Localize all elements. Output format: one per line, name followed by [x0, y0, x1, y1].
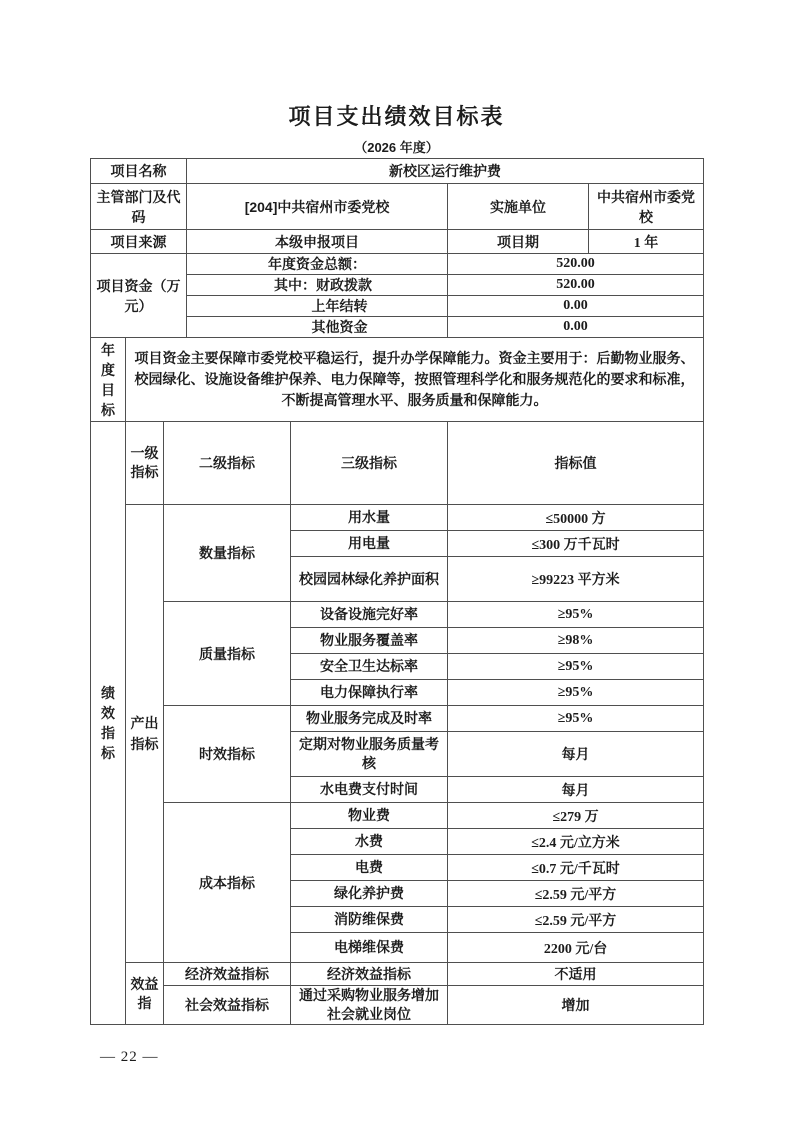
source-value: 本级申报项目 — [187, 230, 448, 254]
indicator-value-cell: 不适用 — [448, 963, 704, 986]
indicator-value-cell: ≤300 万千瓦时 — [448, 531, 704, 557]
table-row — [91, 422, 704, 505]
output-indicators-label: 产出指标 — [126, 505, 164, 963]
indicator-value-cell: ≥99223 平方米 — [448, 557, 704, 602]
fund-row-label: 年度资金总额： — [187, 254, 448, 275]
indicator-value-cell: ≥95% — [448, 680, 704, 706]
fund-row-value: 520.00 — [448, 254, 704, 275]
indicator-name-cell: 定期对物业服务质量考核 — [291, 732, 448, 777]
indicator-value-cell: ≥95% — [448, 654, 704, 680]
indicator-name-cell: 物业服务完成及时率 — [291, 706, 448, 732]
table-row — [91, 338, 704, 422]
indicator-name-cell: 用水量 — [291, 505, 448, 531]
indicator-value-cell: 增加 — [448, 986, 704, 1025]
indicator-value-cell: ≤2.4 元/立方米 — [448, 829, 704, 855]
indicator-name-cell: 经济效益指标 — [291, 963, 448, 986]
indicator-row — [91, 602, 704, 628]
indicator-value-cell: ≤279 万 — [448, 803, 704, 829]
timeliness-indicators-label: 时效指标 — [164, 706, 291, 803]
indicator-name-cell: 校园园林绿化养护面积 — [291, 557, 448, 602]
quantity-indicators-label: 数量指标 — [164, 505, 291, 602]
table-row — [91, 184, 704, 230]
project-name-value: 新校区运行维护费 — [187, 159, 704, 184]
indicator-name-cell: 绿化养护费 — [291, 881, 448, 907]
indicator-value-cell: ≤2.59 元/平方 — [448, 881, 704, 907]
indicator-value-cell: ≤0.7 元/千瓦时 — [448, 855, 704, 881]
indicator-name-cell: 电梯维保费 — [291, 933, 448, 963]
indicator-row — [91, 706, 704, 732]
economic-benefit-label: 经济效益指标 — [164, 963, 291, 986]
benefit-indicators-label: 效益指 — [126, 963, 164, 1025]
impl-unit-value: 中共宿州市委党校 — [589, 184, 704, 230]
indicator-row — [91, 803, 704, 829]
indicator-value-cell: ≥95% — [448, 706, 704, 732]
indicator-value-cell: 每月 — [448, 732, 704, 777]
value-header: 指标值 — [448, 422, 704, 505]
impl-unit-label: 实施单位 — [448, 184, 589, 230]
dept-label: 主管部门及代码 — [91, 184, 187, 230]
fund-row-label: 其他资金 — [187, 317, 448, 338]
indicator-row — [91, 505, 704, 531]
indicator-name-cell: 电力保障执行率 — [291, 680, 448, 706]
indicator-name-cell: 水费 — [291, 829, 448, 855]
indicator-row — [91, 963, 704, 986]
dept-value: [204]中共宿州市委党校 — [187, 184, 448, 230]
indicator-row — [91, 986, 704, 1025]
fund-row-label: 上年结转 — [187, 296, 448, 317]
page-number: — 22 — — [100, 1049, 159, 1065]
period-value: 1 年 — [589, 230, 704, 254]
document-subtitle: （2026 年度） — [354, 140, 439, 155]
source-label: 项目来源 — [91, 230, 187, 254]
period-label: 项目期 — [448, 230, 589, 254]
cost-indicators-label: 成本指标 — [164, 803, 291, 963]
indicator-value-cell: ≥98% — [448, 628, 704, 654]
indicator-name-cell: 设备设施完好率 — [291, 602, 448, 628]
social-benefit-label: 社会效益指标 — [164, 986, 291, 1025]
quality-indicators-label: 质量指标 — [164, 602, 291, 706]
project-name-label: 项目名称 — [91, 159, 187, 184]
indicator-name-cell: 物业费 — [291, 803, 448, 829]
indicator-name-cell: 通过采购物业服务增加社会就业岗位 — [291, 986, 448, 1025]
annual-goal-label: 年度目标 — [91, 338, 126, 422]
level1-header: 一级指标 — [126, 422, 164, 505]
fund-row-value: 0.00 — [448, 296, 704, 317]
indicator-value-cell: ≤2.59 元/平方 — [448, 907, 704, 933]
table-row — [91, 254, 704, 275]
table-row — [91, 159, 704, 184]
fund-row-label: 其中：财政拨款 — [187, 275, 448, 296]
document-title: 项目支出绩效目标表 — [288, 104, 505, 129]
indicator-name-cell: 物业服务覆盖率 — [291, 628, 448, 654]
indicator-name-cell: 消防维保费 — [291, 907, 448, 933]
indicator-value-cell: 每月 — [448, 777, 704, 803]
table-row — [91, 230, 704, 254]
indicator-name-cell: 电费 — [291, 855, 448, 881]
level2-header: 二级指标 — [164, 422, 291, 505]
indicator-value-cell: 2200 元/台 — [448, 933, 704, 963]
indicator-name-cell: 水电费支付时间 — [291, 777, 448, 803]
indicator-name-cell: 用电量 — [291, 531, 448, 557]
level3-header: 三级指标 — [291, 422, 448, 505]
indicator-name-cell: 安全卫生达标率 — [291, 654, 448, 680]
fund-row-value: 520.00 — [448, 275, 704, 296]
indicator-value-cell: ≥95% — [448, 602, 704, 628]
funds-label: 项目资金（万元） — [91, 254, 187, 338]
performance-indicators-label: 绩效指标 — [91, 422, 126, 1025]
fund-row-value: 0.00 — [448, 317, 704, 338]
indicator-value-cell: ≤50000 方 — [448, 505, 704, 531]
annual-goal-text: 项目资金主要保障市委党校平稳运行，提升办学保障能力。资金主要用于：后勤物业服务、校园绿化、设施设备维护保养、电力保障等，按照管理科学化和服务规范化的要求和标准，不断提高管理水平、服务质量和保障能力。 — [126, 338, 704, 422]
performance-target-table — [90, 158, 704, 1025]
